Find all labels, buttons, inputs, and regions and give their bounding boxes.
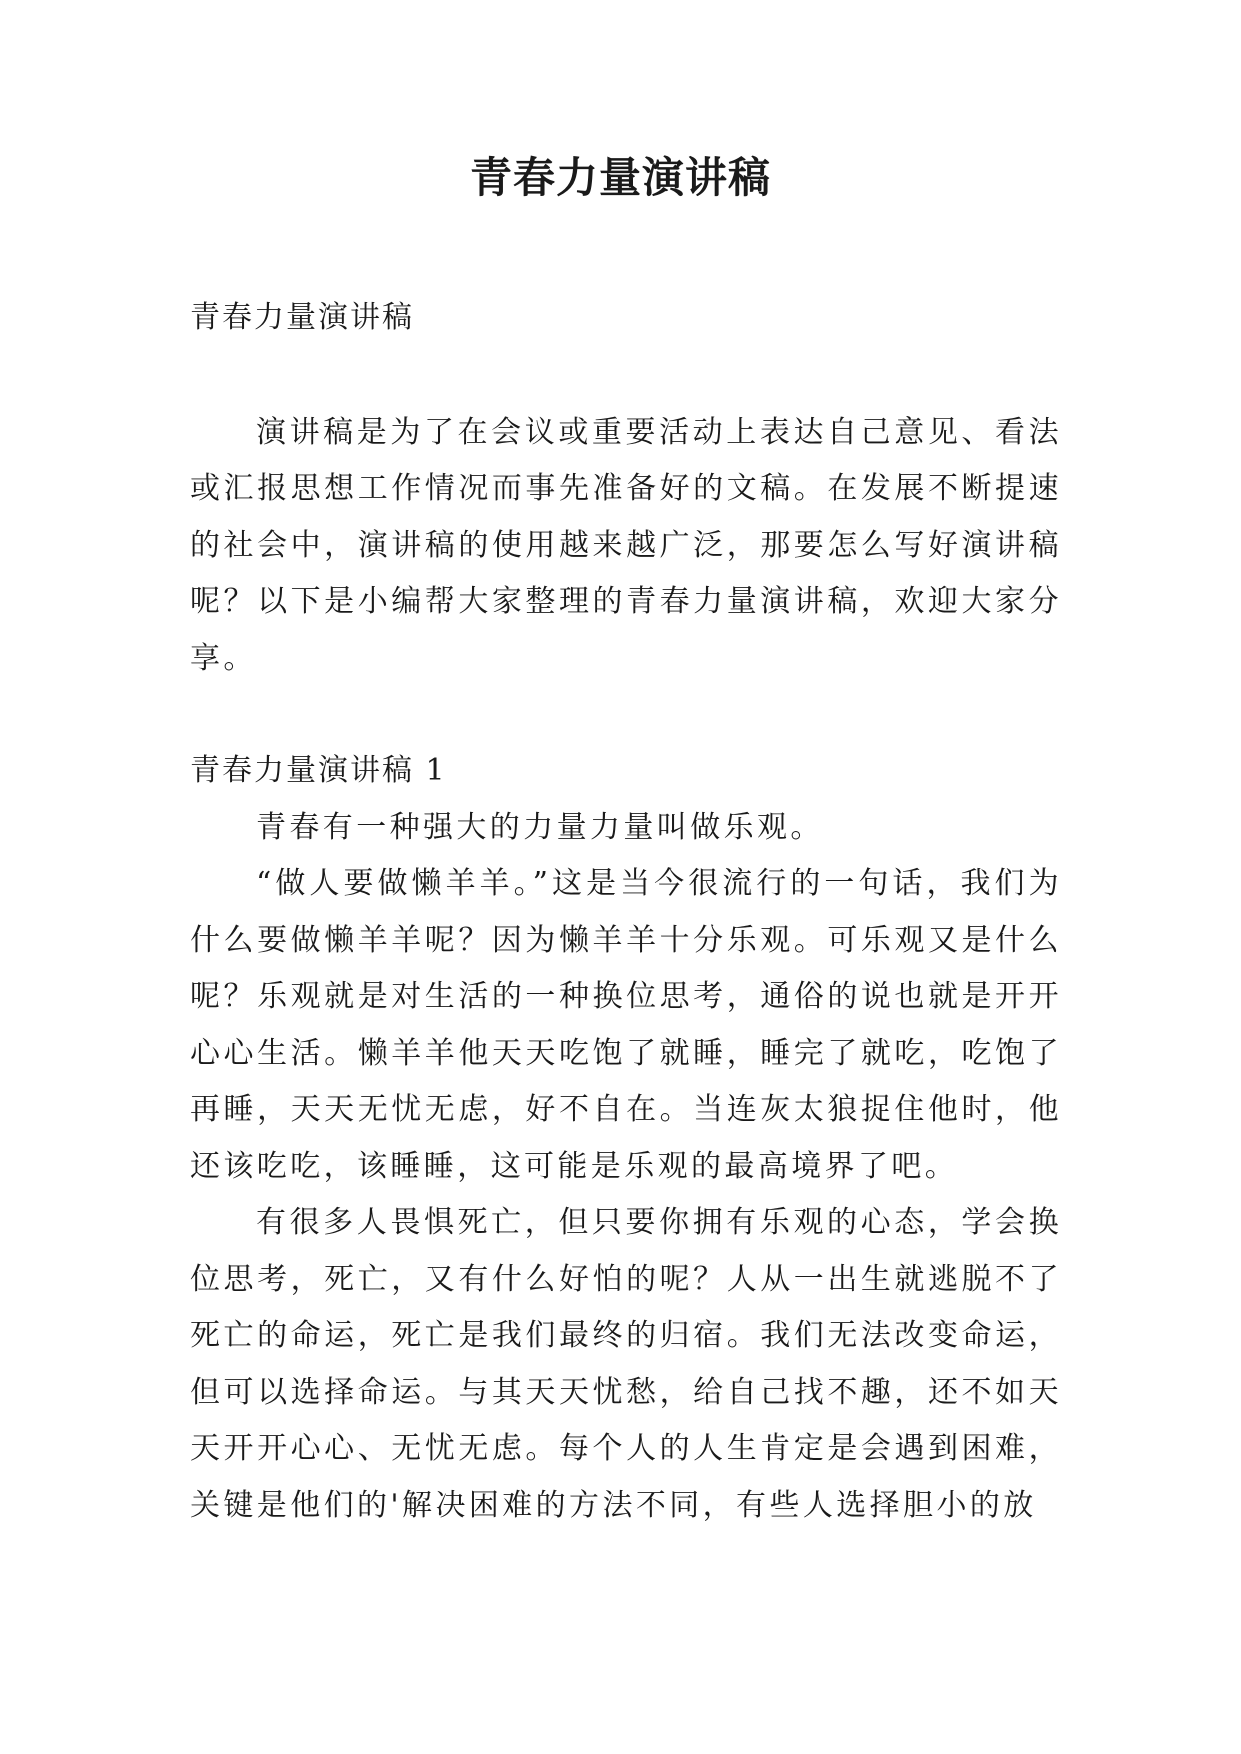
document-body	[190, 290, 1062, 1534]
intro-paragraph: 演讲稿是为了在会议或重要活动上表达自己意见、看法或汇报思想工作情况而事先准备好的文稿。在发展不断提速的社会中，演讲稿的使用越来越广泛，那要怎么写好演讲稿呢？以下是小编帮大家整理的青春力量演讲稿，欢迎大家分享。	[190, 414, 1062, 676]
section-heading: 青春力量演讲稿 1	[190, 753, 447, 788]
body-paragraph: “做人要做懒羊羊。”这是当今很流行的一句话，我们为什么要做懒羊羊呢？因为懒羊羊十分乐观。可乐观又是什么呢？乐观就是对生活的一种换位思考，通俗的说也就是开开心心生活。懒羊羊他天天吃饱了就睡，睡完了就吃，吃饱了再睡，天天无忧无虑，好不自在。当连灰太狼捉住他时，他还该吃吃，该睡睡，这可能是乐观的最高境界了吧。	[190, 866, 1062, 1184]
body-paragraph: 有很多人畏惧死亡，但只要你拥有乐观的心态，学会换位思考，死亡，又有什么好怕的呢？人从一出生就逃脱不了死亡的命运，死亡是我们最终的归宿。我们无法改变命运，但可以选择命运。与其天天忧愁，给自己找不趣，还不如天天开开心心、无忧无虑。每个人的人生肯定是会遇到困难，关键是他们的'解决困难的方法不同，有些人选择胆小的放	[190, 1205, 1062, 1523]
document-title: 青春力量演讲稿	[469, 153, 771, 202]
document-subtitle: 青春力量演讲稿	[190, 300, 414, 335]
body-paragraph: 青春有一种强大的力量力量叫做乐观。	[256, 809, 824, 845]
spacer	[190, 347, 1062, 405]
spacer	[190, 687, 1062, 743]
